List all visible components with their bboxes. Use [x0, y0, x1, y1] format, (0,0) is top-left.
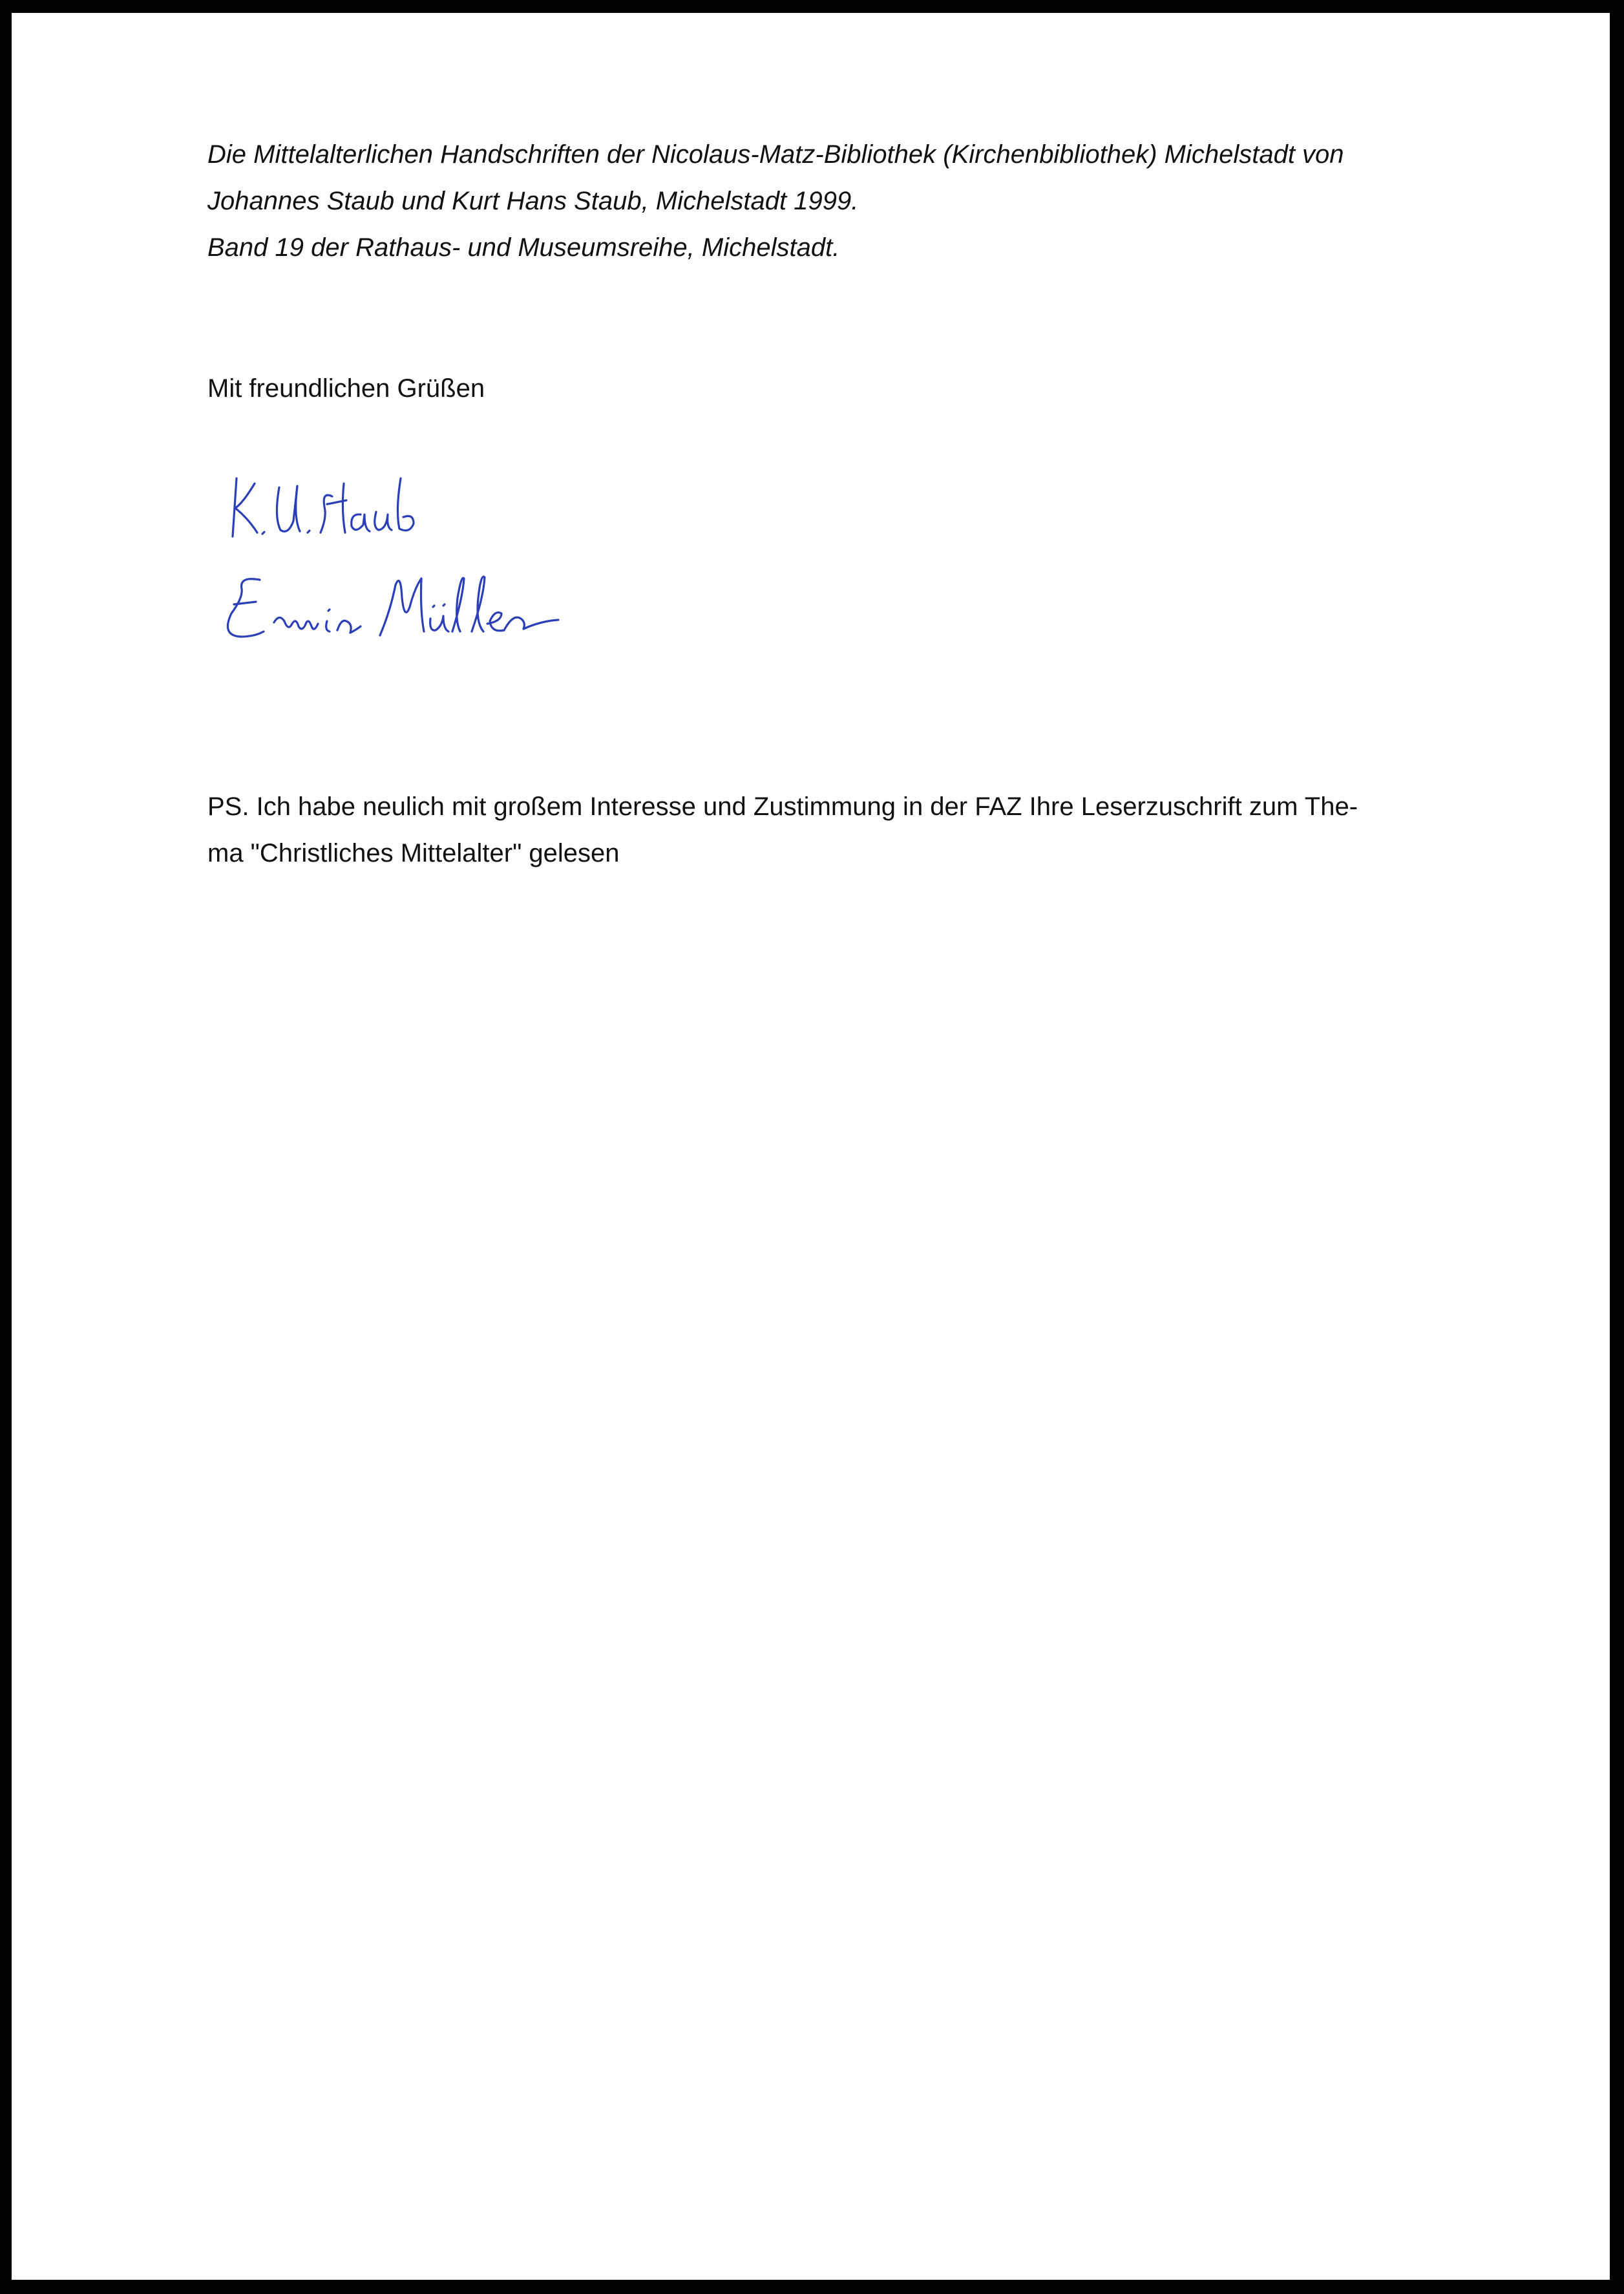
book-reference [207, 131, 1435, 271]
reference-line-3: Band 19 der Rathaus- und Museumsreihe, Michelstadt. [207, 233, 840, 262]
signature-mueller [217, 559, 618, 663]
postscript [207, 783, 1358, 876]
letter-page [12, 13, 1610, 2280]
reference-line-1: Die Mittelalterlichen Handschriften der Nicolaus-Matz-Bibliothek (Kirchenbibliothek) Michelstadt von [207, 140, 1344, 169]
postscript-line-2: ma "Christliches Mittelalter" gelesen [207, 839, 620, 867]
closing-greeting: Mit freundlichen Grüßen [207, 374, 485, 403]
reference-line-2: Johannes Staub und Kurt Hans Staub, Michelstadt 1999. [207, 187, 859, 215]
postscript-line-1: PS. Ich habe neulich mit großem Interesse und Zustimmung in der FAZ Ihre Leserzuschrift zum The- [207, 792, 1358, 821]
signature-staub [217, 465, 437, 549]
